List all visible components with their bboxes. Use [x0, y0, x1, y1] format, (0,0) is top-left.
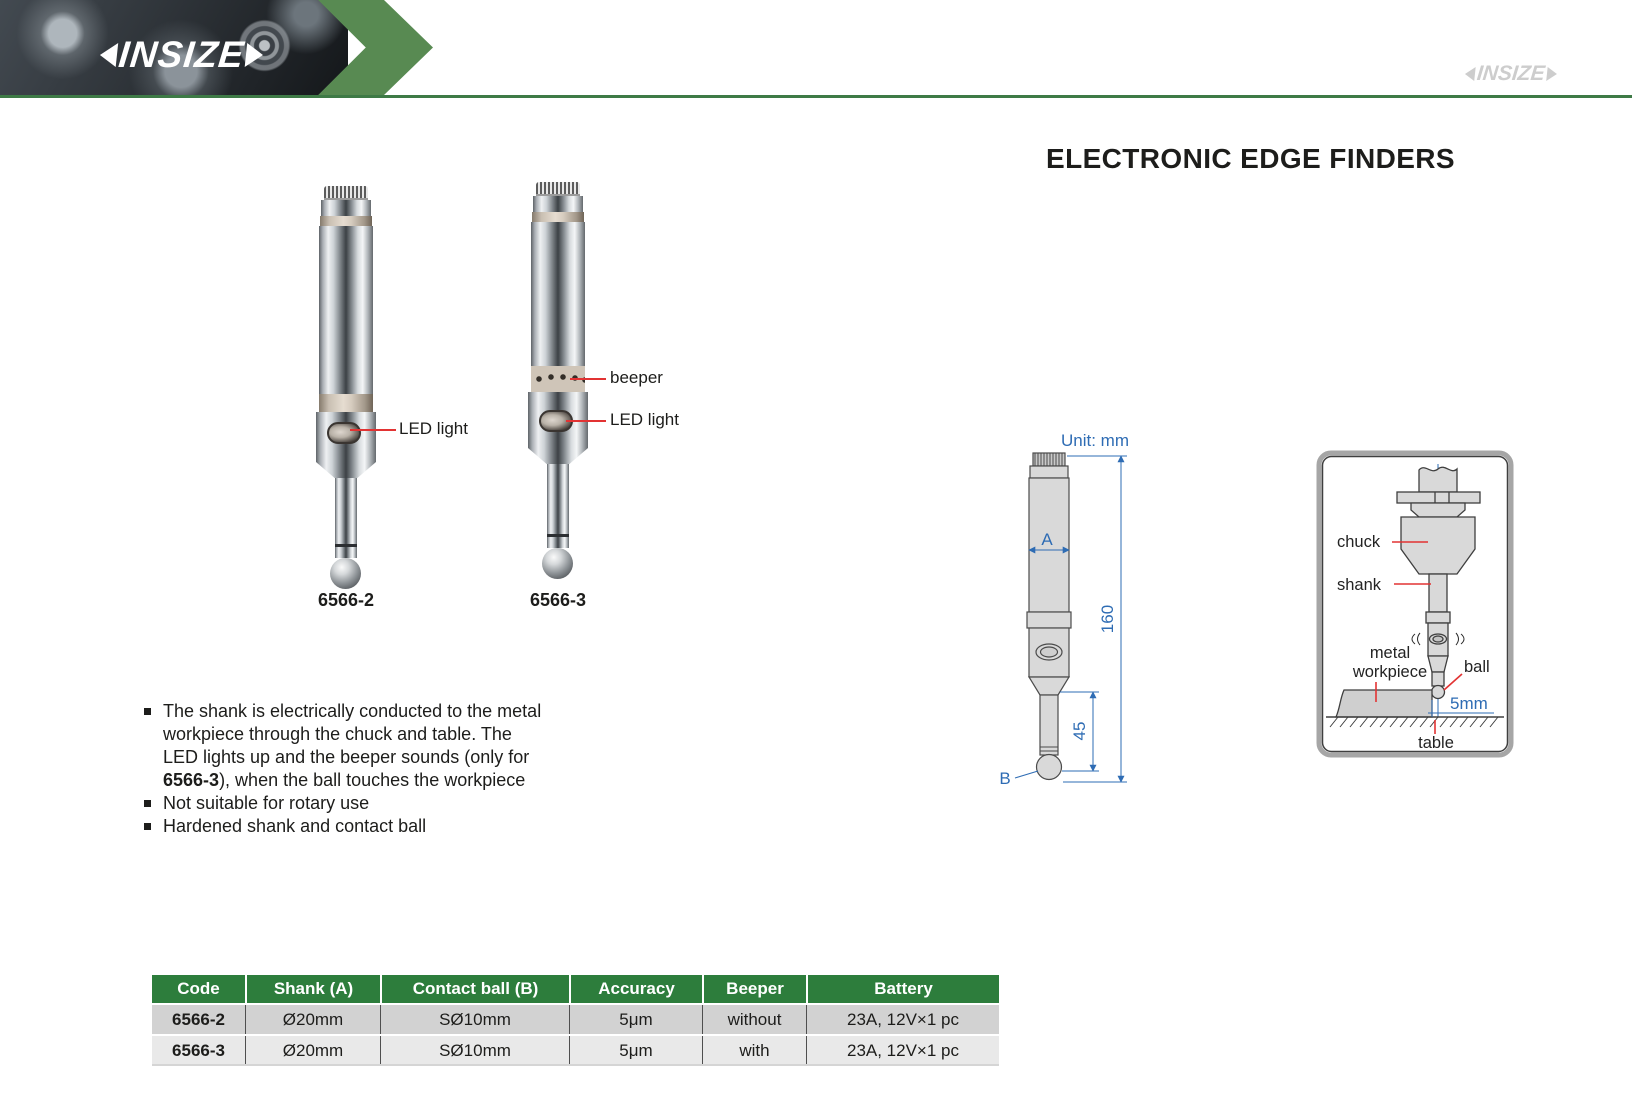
beeper-label: beeper — [610, 368, 663, 387]
metal-workpiece-label-line2: workpiece — [1352, 663, 1428, 681]
dim-label-b: B — [999, 769, 1011, 788]
beeper-leader-line — [570, 378, 606, 380]
cell-code: 6566-2 — [152, 1005, 245, 1034]
dimension-diagram — [955, 420, 1135, 795]
cell-beeper: with — [702, 1036, 806, 1065]
feature-text-bold: 6566-3 — [163, 770, 220, 790]
contact-ball — [330, 558, 361, 589]
col-header-contact-ball: Contact ball (B) — [380, 975, 569, 1003]
stem-ring — [547, 534, 569, 537]
cell-shank: Ø20mm — [245, 1036, 380, 1065]
page-title: ELECTRONIC EDGE FINDERS — [1046, 143, 1456, 174]
usage-illustration — [1316, 450, 1514, 758]
table-row — [152, 1005, 999, 1034]
knurled-cap — [536, 182, 580, 196]
spec-table — [152, 975, 999, 1065]
feature-text: ), when the ball touches the workpiece — [219, 770, 526, 790]
product-code-left: 6566-2 — [317, 590, 375, 610]
feature-text: The shank is electrically conducted to the metal workpiece through the chuck and table. The LED lights up and the beeper sounds (only for — [163, 701, 542, 767]
shank-stem — [335, 478, 357, 558]
beige-ring — [320, 216, 372, 226]
dim-label-a: A — [1041, 530, 1053, 549]
logo-right-arrow-icon — [245, 43, 265, 67]
dim-tip-length: 45 — [1070, 721, 1089, 741]
beige-ring — [532, 212, 584, 222]
feature-item — [144, 815, 546, 838]
col-header-beeper: Beeper — [702, 975, 806, 1003]
feature-text: Hardened shank and contact ball — [163, 816, 427, 836]
taper — [316, 462, 376, 478]
led-window — [327, 422, 361, 444]
table-label: table — [1418, 734, 1454, 752]
feature-text: Not suitable for rotary use — [163, 793, 370, 813]
feature-item — [144, 792, 546, 815]
stem-ring — [335, 544, 357, 547]
cell-contact-ball: SØ10mm — [380, 1036, 569, 1065]
cell-shank: Ø20mm — [245, 1005, 380, 1034]
col-header-battery: Battery — [806, 975, 999, 1003]
taper — [528, 448, 588, 464]
led-section — [316, 412, 376, 462]
cell-battery: 23A, 12V×1 pc — [806, 1005, 999, 1034]
feature-item — [144, 700, 546, 792]
cap-ring — [321, 200, 371, 216]
header-divider — [0, 95, 1632, 98]
cell-beeper: without — [702, 1005, 806, 1034]
bullet-square-icon — [144, 800, 151, 807]
unit-label: Unit: mm — [1061, 431, 1129, 450]
col-header-code: Code — [152, 975, 245, 1003]
logo-left-arrow-icon — [99, 43, 119, 67]
led-left-leader-line — [350, 429, 396, 431]
barrel — [319, 226, 373, 394]
dim-total-length: 160 — [1098, 604, 1117, 634]
col-header-shank: Shank (A) — [245, 975, 380, 1003]
ball-label: ball — [1464, 658, 1490, 676]
knurled-cap — [324, 186, 368, 200]
shank-stem — [547, 464, 569, 548]
contact-ball — [542, 548, 573, 579]
watermark-right-arrow-icon — [1546, 67, 1557, 81]
brand-logo — [98, 36, 265, 73]
barrel — [531, 222, 585, 366]
led-left-label: LED light — [399, 419, 468, 438]
cell-contact-ball: SØ10mm — [380, 1005, 569, 1034]
table-bottom-shadow — [152, 1064, 999, 1066]
beige-band — [319, 394, 373, 412]
spec-table-header-row — [152, 975, 999, 1003]
led-right-label: LED light — [610, 410, 679, 429]
feature-list — [144, 700, 546, 838]
led-right-leader-line — [566, 420, 606, 422]
chuck-label: chuck — [1337, 533, 1381, 551]
cap-ring — [533, 196, 583, 212]
brand-logo-text: INSIZE — [116, 34, 247, 75]
tool-outline — [1027, 453, 1071, 780]
col-header-accuracy: Accuracy — [569, 975, 702, 1003]
bullet-square-icon — [144, 708, 151, 715]
product-photo-6566-2 — [315, 186, 377, 591]
product-code-right: 6566-3 — [529, 590, 587, 610]
cell-accuracy: 5μm — [569, 1005, 702, 1034]
cell-accuracy: 5μm — [569, 1036, 702, 1065]
distance-label: 5mm — [1450, 694, 1488, 713]
product-photo-6566-3 — [527, 182, 589, 582]
cell-code: 6566-3 — [152, 1036, 245, 1065]
brand-watermark — [1464, 63, 1558, 84]
cell-battery: 23A, 12V×1 pc — [806, 1036, 999, 1065]
brand-watermark-text: INSIZE — [1476, 62, 1547, 85]
table-row — [152, 1036, 999, 1065]
watermark-left-arrow-icon — [1465, 67, 1476, 81]
shank-label: shank — [1337, 576, 1382, 594]
bullet-square-icon — [144, 823, 151, 830]
metal-workpiece-label-line1: metal — [1369, 644, 1411, 662]
